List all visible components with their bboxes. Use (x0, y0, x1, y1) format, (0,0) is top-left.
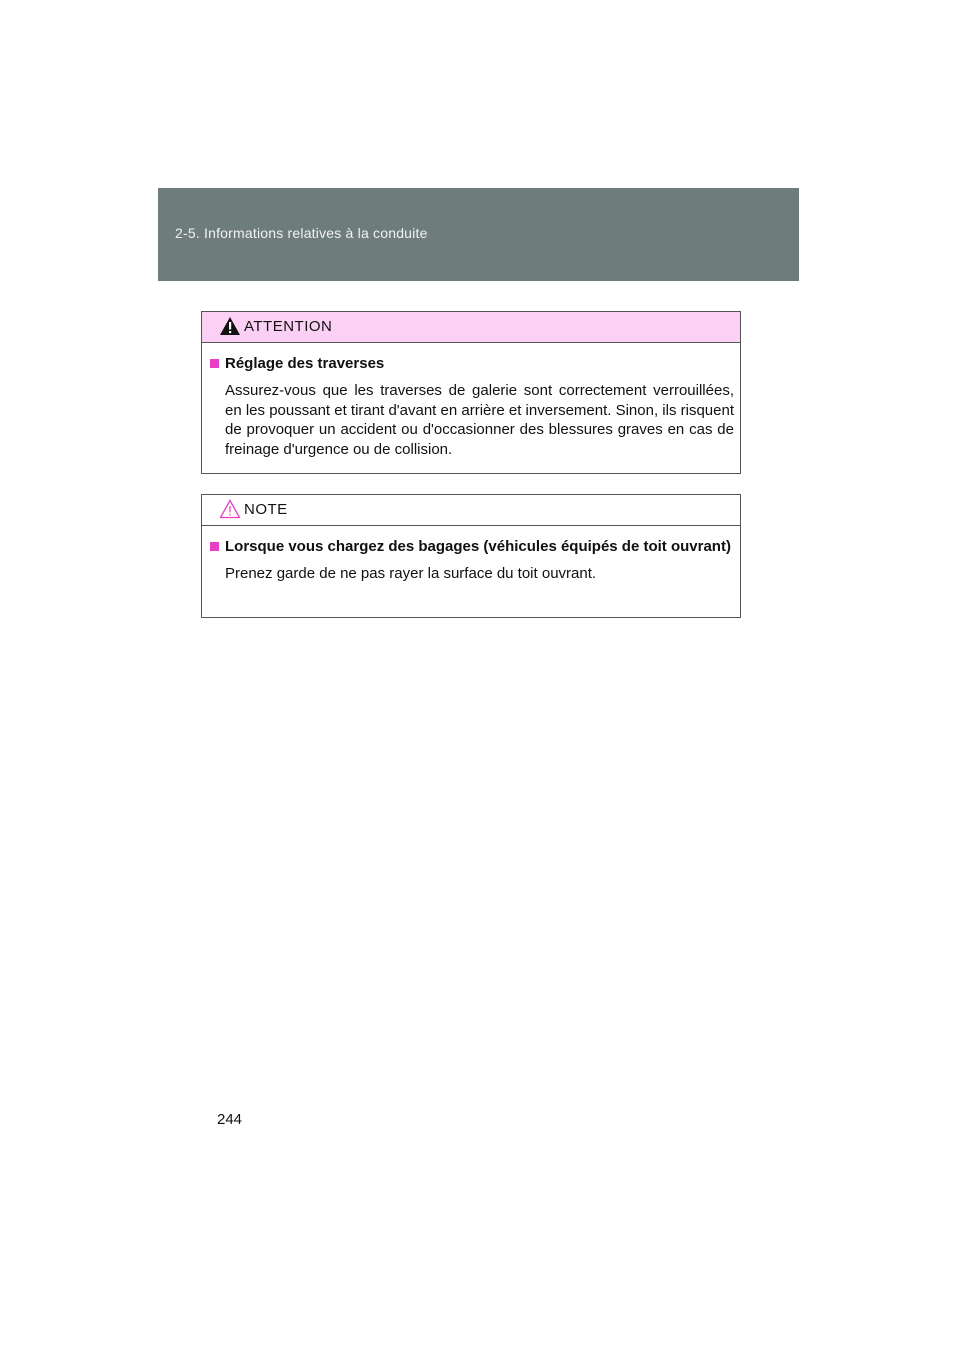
attention-body (202, 343, 740, 473)
attention-paragraph: Assurez-vous que les traverses de galerie sont correctement verrouillées, en les poussant et tirant d'avant en arrière et inversement. Sinon, ils risquent de provoquer un accident ou d'occasionner des blessures graves en cas de freinage d'urgence ou de collision. (225, 382, 734, 458)
note-label: NOTE (244, 501, 288, 518)
warning-triangle-icon (219, 316, 241, 336)
note-header (202, 495, 740, 526)
square-bullet-icon (210, 542, 219, 551)
note-heading-text: Lorsque vous chargez des bagages (véhicules équipés de toit ouvrant) (225, 538, 731, 555)
attention-label: ATTENTION (244, 318, 333, 335)
note-body (202, 526, 740, 598)
section-title: 2-5. Informations relatives à la conduite (175, 225, 428, 241)
attention-header (202, 312, 740, 343)
note-item-heading (208, 537, 734, 557)
attention-box (201, 311, 741, 474)
page-number: 244 (217, 1111, 243, 1128)
square-bullet-icon (210, 359, 219, 368)
caution-triangle-outline-icon (219, 499, 241, 519)
attention-heading-text: Réglage des traverses (225, 355, 385, 372)
note-paragraph: Prenez garde de ne pas rayer la surface du toit ouvrant. (225, 565, 597, 582)
section-header-band (158, 188, 799, 281)
attention-item-heading (208, 354, 734, 374)
note-box (201, 494, 741, 618)
